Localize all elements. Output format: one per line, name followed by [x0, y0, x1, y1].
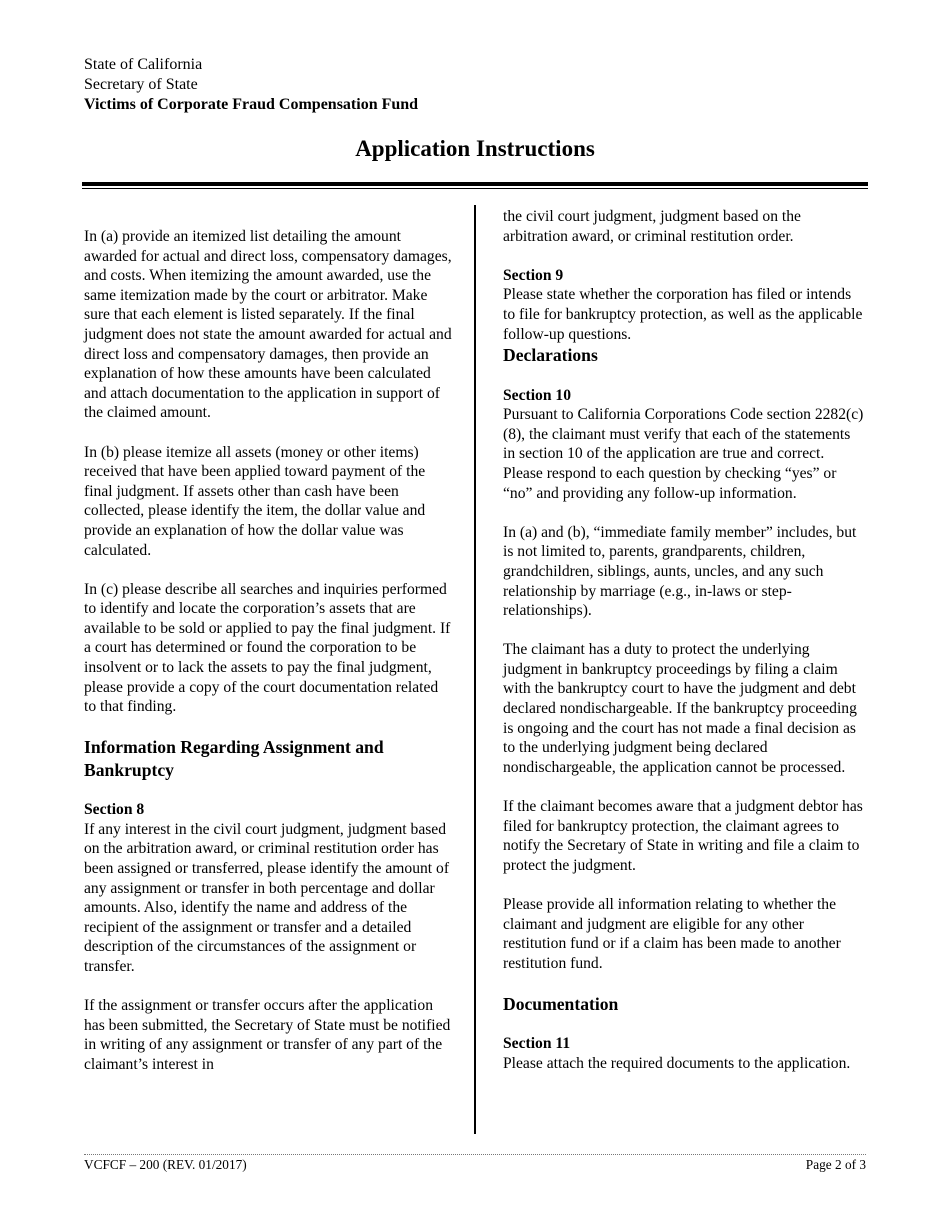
section-10-text: Pursuant to California Corporations Code section 2282(c)(8), the claimant must verify that each of the statements in section 10 of the application are true and correct. Please respond to each question by checking “yes” or “no” and providing any follow-up information.	[503, 406, 864, 502]
paragraph-immediate-family: In (a) and (b), “immediate family member” includes, but is not limited to, parents, grandparents, children, grandchildren, siblings, aunts, uncles, and any such relationship by marriage (e.g., in-laws or step-relationships).	[503, 523, 857, 620]
heading-declarations: Declarations	[503, 345, 598, 366]
title-rule-thin	[82, 188, 868, 189]
paragraph-item-a: In (a) provide an itemized list detailing the amount awarded for actual and direct loss, compensatory damages, and costs. When itemizing the amount awarded, use the same itemization made by the court or arbitrator. Make sure that each element is listed separately. If the final judgment does not state the amount awarded for actual and direct loss and compensatory damages, then provide an explanation of how these amounts have been calculated and attach documentation to the application in support of the claimed amount.	[84, 228, 452, 422]
header-state: State of California	[84, 56, 203, 73]
page-title: Application Instructions	[355, 136, 595, 161]
section-10-title: Section 10	[503, 386, 572, 404]
header-fund-name: Victims of Corporate Fraud Compensation Fund	[84, 96, 419, 113]
footer-rule	[84, 1154, 866, 1155]
paragraph-assignment-after: If the assignment or transfer occurs after the application has been submitted, the Secretary of State must be notified in writing of any assignment or transfer of any part of the claimant’s interest in	[84, 997, 451, 1073]
paragraph-continuation: the civil court judgment, judgment based on the arbitration award, or criminal restitution order.	[503, 208, 801, 245]
footer-page-number: Page 2 of 3	[805, 1157, 866, 1172]
section-8-title: Section 8	[84, 801, 145, 819]
paragraph-claimant-aware: If the claimant becomes aware that a judgment debtor has filed for bankruptcy protection, the claimant agrees to notify the Secretary of State in writing and file a claim to protect the judgment.	[503, 798, 863, 874]
header-department: Secretary of State	[84, 76, 198, 93]
section-11-title: Section 11	[503, 1035, 571, 1053]
section-9-title: Section 9	[503, 266, 564, 284]
section-9-text: Please state whether the corporation has filed or intends to file for bankruptcy protection, as well as the applicable follow-up questions.	[503, 286, 863, 343]
paragraph-duty-protect: The claimant has a duty to protect the underlying judgment in bankruptcy proceedings by filing a claim with the bankruptcy court to have the judgment and debt declared nondischargeable. If the bankruptcy proceeding is ongoing and the court has not made a final decision as to the underlying judgment being declared nondischargeable, the application cannot be processed.	[503, 641, 857, 776]
left-column	[84, 227, 454, 1094]
footer-form-id: VCFCF – 200 (REV. 01/2017)	[84, 1157, 247, 1172]
paragraph-item-b: In (b) please itemize all assets (money or other items) received that have been applied toward payment of the final judgment. If assets other than cash have been collected, please identify the item, the dollar value and provide an explanation of how the dollar value was calculated.	[84, 443, 426, 559]
heading-assignment-bankruptcy: Information Regarding Assignment and Bankruptcy	[84, 737, 384, 780]
section-11-text: Please attach the required documents to the application.	[503, 1054, 851, 1072]
document-header	[84, 55, 418, 115]
paragraph-item-c: In (c) please describe all searches and inquiries performed to identify and locate the corporation’s assets that are available to be sold or applied to pay the final judgment. If a court has determined or found the corporation to be insolvent or to lack the assets to pay the final judgment, please provide a copy of the court documentation related to that finding.	[84, 580, 451, 716]
section-8-text: If any interest in the civil court judgment, judgment based on the arbitration award, or criminal restitution order has been assigned or transferred, please identify the amount of any assignment or transfer in both percentage and dollar amounts. Also, identify the name and address of the recipient of the assignment or transfer and a detailed description of the circumstances of the assignment or transfer.	[84, 820, 450, 975]
right-column	[503, 207, 865, 1093]
title-rule-thick	[82, 182, 868, 186]
paragraph-other-fund: Please provide all information relating to whether the claimant and judgment are eligible for any other restitution fund or if a claim has been made to another restitution fund.	[503, 896, 841, 972]
column-divider	[474, 205, 476, 1134]
heading-documentation: Documentation	[503, 993, 619, 1014]
